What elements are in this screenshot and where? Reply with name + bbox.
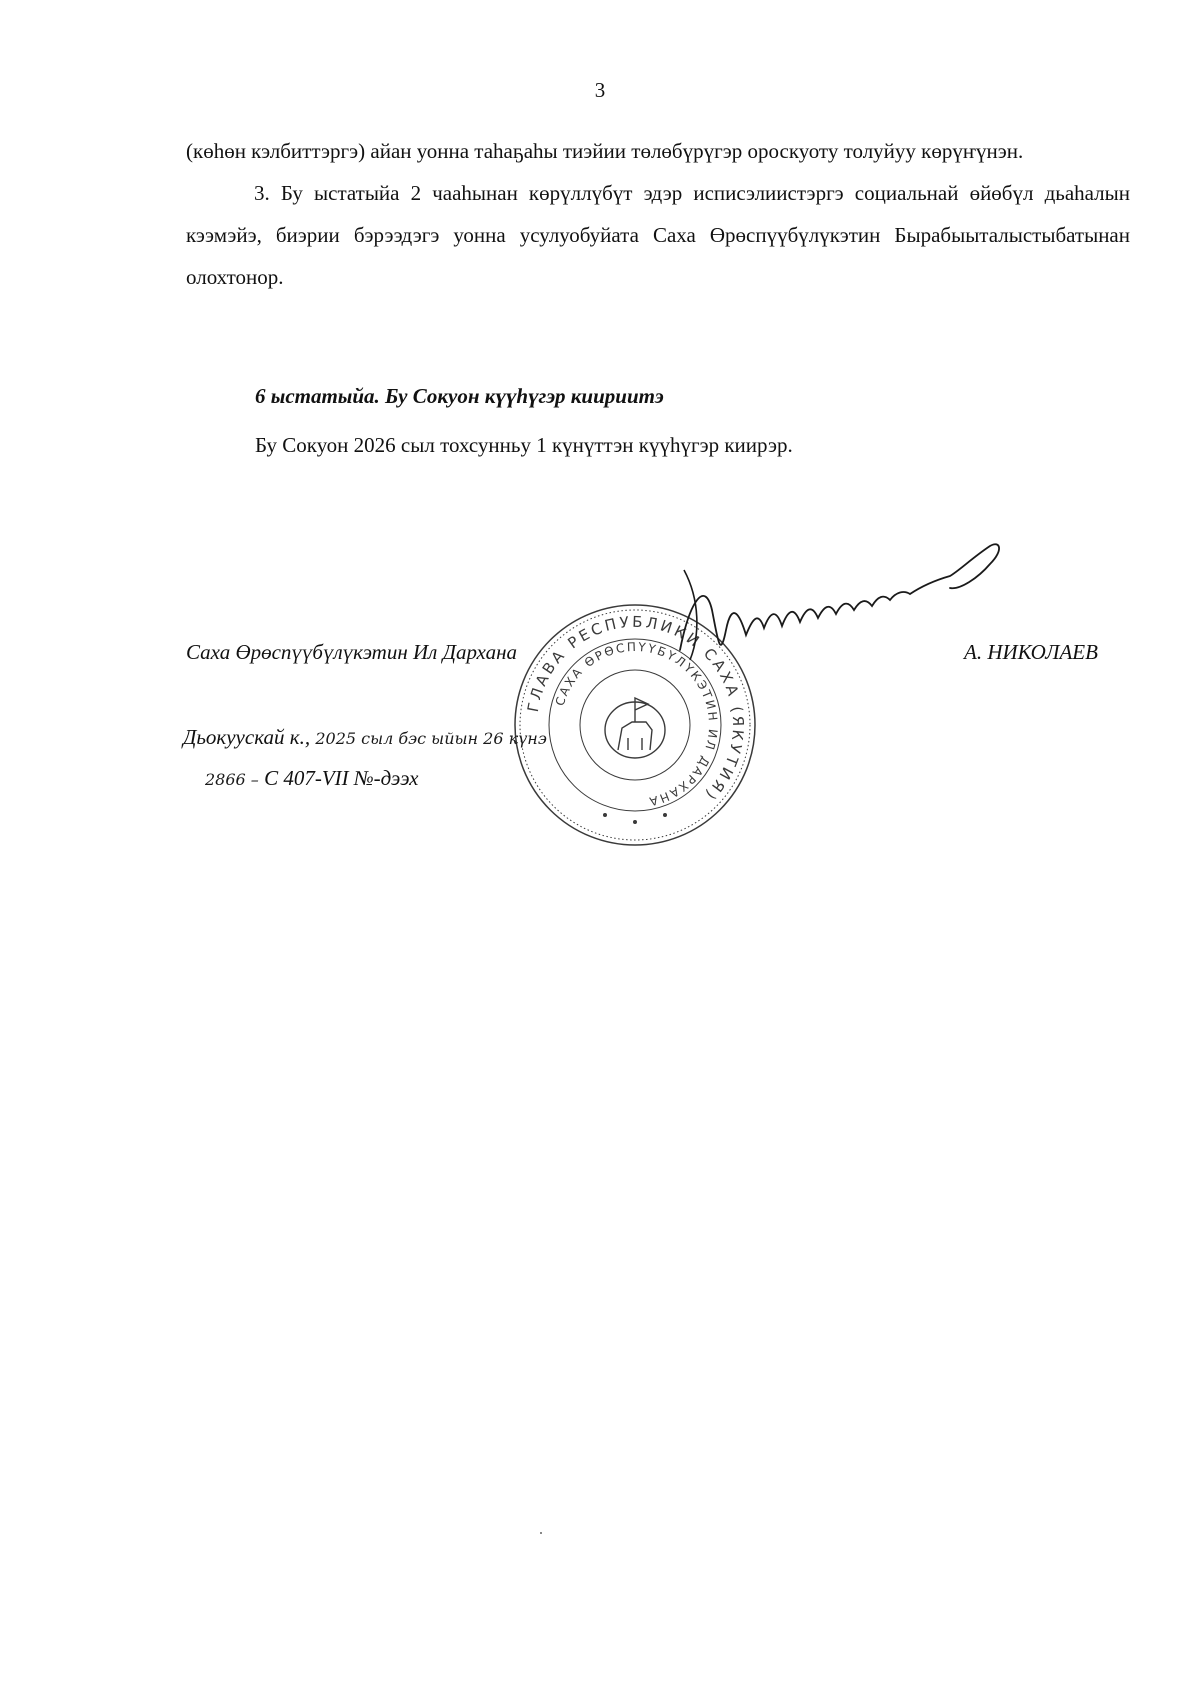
scan-dot bbox=[540, 1532, 542, 1534]
handwritten-number: 2866 – bbox=[205, 770, 259, 789]
paragraph-continuation: (көһөн кэлбиттэргэ) айан уонна таһаҕаһы тиэйии төлөбүрүгэр ороскуоту толуйуу көрүҥүнэн. bbox=[186, 139, 1024, 163]
seal-outer-text: ГЛАВА РЕСПУБЛИКИ САХА (ЯКУТИЯ) bbox=[523, 612, 748, 806]
signer-position: Саха Өрөспүүбүлүкэтин Ил Дархана bbox=[186, 640, 517, 664]
place-label: Дьокуускай к., bbox=[183, 725, 311, 749]
law-number-suffix: С 407-VII №-дээх bbox=[264, 766, 419, 790]
seal-inner-text: САХА ӨРӨСПҮҮБҮЛҮКЭТИН ИЛ ДАРХАНА bbox=[552, 639, 721, 809]
seal-stars bbox=[603, 813, 667, 824]
handwritten-date: 2025 сыл бэс ыйын 26 күнэ bbox=[315, 729, 547, 748]
law-number-line bbox=[205, 766, 418, 791]
body-text bbox=[186, 130, 1130, 298]
page-number: 3 bbox=[594, 78, 606, 102]
coat-of-arms-icon bbox=[605, 698, 665, 758]
article-heading: 6 ыстатыйа. Бу Сокуон күүһүгэр киириитэ bbox=[255, 384, 664, 408]
article-text: Бу Сокуон 2026 сыл тохсунньу 1 күнүттэн күүһүгэр киирэр. bbox=[255, 433, 793, 457]
signer-name: А. НИКОЛАЕВ bbox=[964, 640, 1098, 664]
paragraph-item-3: 3. Бу ыстатыйа 2 чааһынан көрүллүбүт эдэр исписэлиистэргэ социальнай өйөбүл дьаһалын кээмэйэ, биэрии бэрээдэгэ уонна усулуобуйата Саха Өрөспүүбүлүкэтин Бырабыыталыстыбатынан олохтонор. bbox=[186, 181, 1130, 289]
place-date-line bbox=[183, 725, 547, 750]
